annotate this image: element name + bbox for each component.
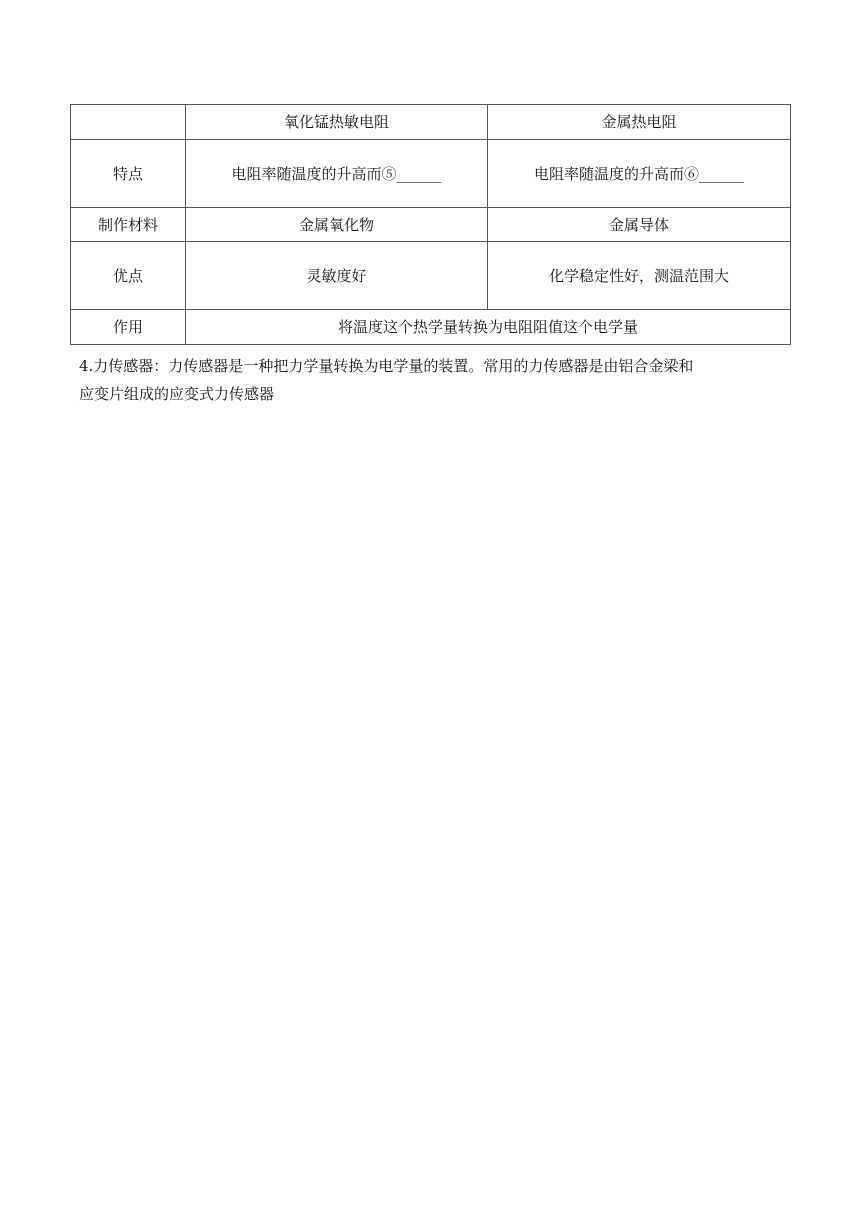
force-sensor-paragraph — [79, 352, 799, 408]
table-row — [71, 140, 791, 208]
cell-metal-merit: 化学稳定性好，测温范围大 — [488, 242, 791, 310]
cell-metal-material: 金属导体 — [488, 208, 791, 242]
cell-use-value: 将温度这个热学量转换为电阻阻值这个电学量 — [186, 310, 791, 345]
table-row — [71, 310, 791, 345]
row-label-use: 作用 — [71, 310, 186, 345]
cell-thermistor-feature: 电阻率随温度的升高而⑤______ — [186, 140, 488, 208]
row-label-merit: 优点 — [71, 242, 186, 310]
row-label-feature: 特点 — [71, 140, 186, 208]
table-row — [71, 208, 791, 242]
cell-thermistor-merit: 灵敏度好 — [186, 242, 488, 310]
sensor-comparison-table — [70, 104, 791, 345]
paragraph-line-1: 4.力传感器：力传感器是一种把力学量转换为电学量的装置。常用的力传感器是由铝合金梁和 — [79, 357, 694, 375]
table-header-row — [71, 105, 791, 140]
cell-metal-feature: 电阻率随温度的升高而⑥______ — [488, 140, 791, 208]
table-row — [71, 242, 791, 310]
cell-thermistor-material: 金属氧化物 — [186, 208, 488, 242]
header-metal-resistor-cell: 金属热电阻 — [488, 105, 791, 140]
header-thermistor-cell: 氧化锰热敏电阻 — [186, 105, 488, 140]
row-label-material: 制作材料 — [71, 208, 186, 242]
header-blank-cell — [71, 105, 186, 140]
paragraph-line-2: 应变片组成的应变式力传感器 — [79, 385, 275, 403]
